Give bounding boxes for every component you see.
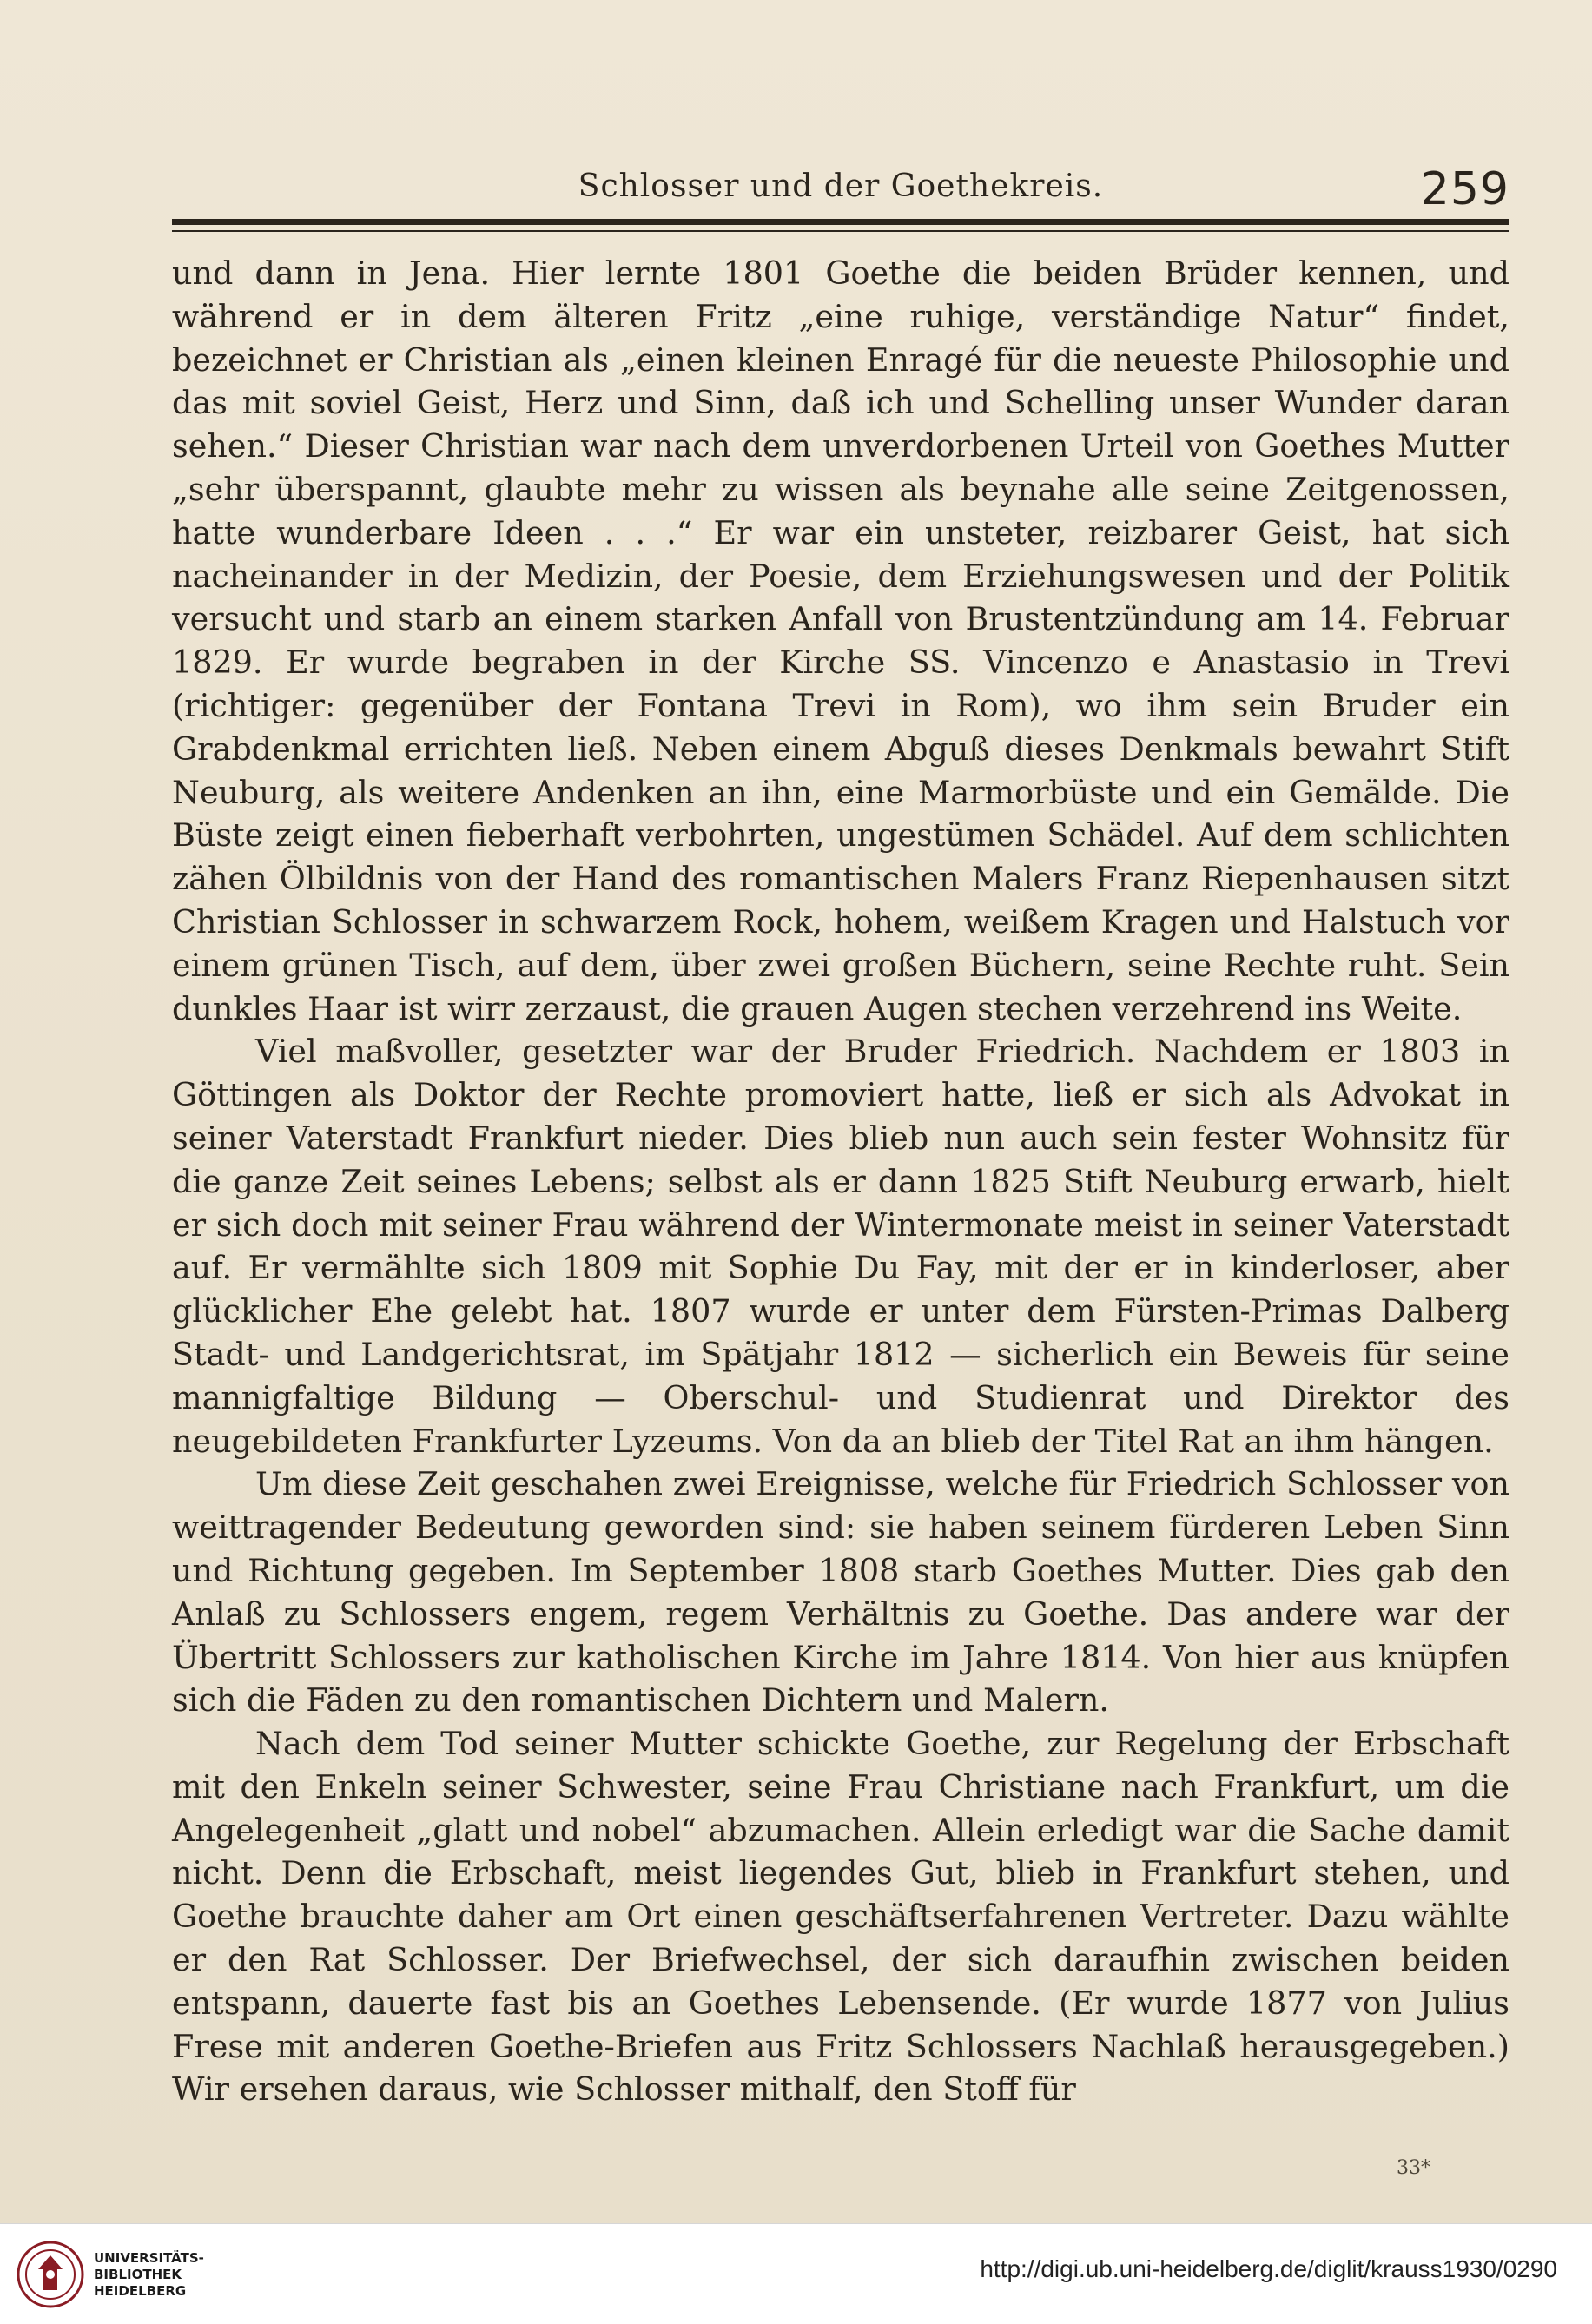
body-text xyxy=(172,252,1509,2111)
header-rule-thin xyxy=(172,230,1509,232)
institution-line-1: UNIVERSITÄTS- xyxy=(94,2250,204,2266)
header-rule-thick xyxy=(172,219,1509,225)
institution-name xyxy=(94,2250,204,2300)
paragraph-2: Viel maßvoller, gesetzter war der Bruder Friedrich. Nachdem er 1803 in Göttingen als Doktor der Rechte promoviert hatte, ließ er sich als Advokat in seiner Vaterstadt Frankfurt nieder. Dies blieb nun auch sein fester Wohnsitz für die ganze Zeit seines Lebens; selbst als er dann 1825 Stift Neuburg erwarb, hielt er sich doch mit seiner Frau während der Wintermonate meist in seiner Vaterstadt auf. Er vermählte sich 1809 mit Sophie Du Fay, mit der er in kinderloser, aber glücklicher Ehe gelebt hat. 1807 wurde er unter dem Fürsten-Primas Dalberg Stadt- und Landgerichtsrat, im Spätjahr 1812 — sicherlich ein Beweis für seine mannigfaltige Bildung — Oberschul- und Studienrat und Direktor des neugebildeten Frankfurter Lyzeums. Von da an blieb der Titel Rat an ihm hängen. xyxy=(172,1033,1509,1460)
institution-line-2: BIBLIOTHEK xyxy=(94,2267,182,2282)
running-title: Schlosser und der Goethekreis. xyxy=(578,168,1104,204)
running-head xyxy=(172,163,1509,215)
signature-mark: 33* xyxy=(1397,2157,1430,2179)
footer-bar xyxy=(0,2223,1592,2324)
paragraph-3: Um diese Zeit geschahen zwei Ereignisse, welche für Friedrich Schlosser von weittragender Bedeutung geworden sind: sie haben seinem fürderen Leben Sinn und Richtung gegeben. Im September 1808 starb Goethes Mutter. Dies gab den Anlaß zu Schlossers engem, regem Verhältnis zu Goethe. Das andere war der Übertritt Schlossers zur katholischen Kirche im Jahre 1814. Von hier aus knüpfen sich die Fäden zu den romantischen Dichtern und Malern. xyxy=(172,1465,1509,1720)
paragraph-1: und dann in Jena. Hier lernte 1801 Goethe die beiden Brüder kennen, und während er in dem älteren Fritz „eine ruhige, verständige Natur“ findet, bezeichnet er Christian als „einen kleinen Enragé für die neueste Philosophie und das mit soviel Geist, Herz und Sinn, daß ich und Schelling unser Wunder daran sehen.“ Dieser Christian war nach dem unverdorbenen Urteil von Goethes Mutter „sehr überspannt, glaubte mehr zu wissen als beynahe alle seine Zeitgenossen, hatte wunderbare Ideen . . .“ Er war ein unsteter, reizbarer Geist, hat sich nacheinander in der Medizin, der Poesie, dem Erziehungswesen und der Politik versucht und starb an einem starken Anfall von Brustentzündung am 14. Februar 1829. Er wurde begraben in der Kirche SS. Vincenzo e Anastasio in Trevi (richtiger: gegenüber der Fontana Trevi in Rom), wo ihm sein Bruder ein Grabdenkmal errichten ließ. Neben einem Abguß dieses Denkmals bewahrt Stift Neuburg, als weitere Andenken an ihn, eine Marmorbüste und ein Gemälde. Die Büste zeigt einen fieberhaft verbohrten, ungestümen Schädel. Auf dem schlichten zähen Ölbildnis von der Hand des romantischen Malers Franz Riepenhausen sitzt Christian Schlosser in schwarzem Rock, hohem, weißem Kragen und Halstuch vor einem grünen Tisch, auf dem, über zwei großen Büchern, seine Rechte ruht. Sein dunkles Haar ist wirr zerzaust, die grauen Augen stechen verzehrend ins Weite. xyxy=(172,254,1509,1027)
source-url-link[interactable]: http://digi.ub.uni-heidelberg.de/diglit/krauss1930/0290 xyxy=(980,2255,1557,2282)
institution-line-3: HEIDELBERG xyxy=(94,2283,187,2299)
paragraph-4: Nach dem Tod seiner Mutter schickte Goethe, zur Regelung der Erbschaft mit den Enkeln seiner Schwester, seine Frau Christiane nach Frankfurt, um die Angelegenheit „glatt und nobel“ abzumachen. Allein erledigt war die Sache damit nicht. Denn die Erbschaft, meist liegendes Gut, blieb in Frankfurt stehen, und Goethe brauchte daher am Ort einen geschäftserfahrenen Vertreter. Dazu wählte er den Rat Schlosser. Der Briefwechsel, der sich daraufhin zwischen beiden entspann, dauerte fast bis an Goethes Lebensende. (Er wurde 1877 von Julius Frese mit anderen Goethe-Briefen aus Fritz Schlossers Nachlaß herausgegeben.) Wir ersehen daraus, wie Schlosser mithalf, den Stoff für xyxy=(172,1725,1509,2109)
university-seal-icon xyxy=(16,2240,85,2309)
page-number: 259 xyxy=(1420,163,1509,215)
